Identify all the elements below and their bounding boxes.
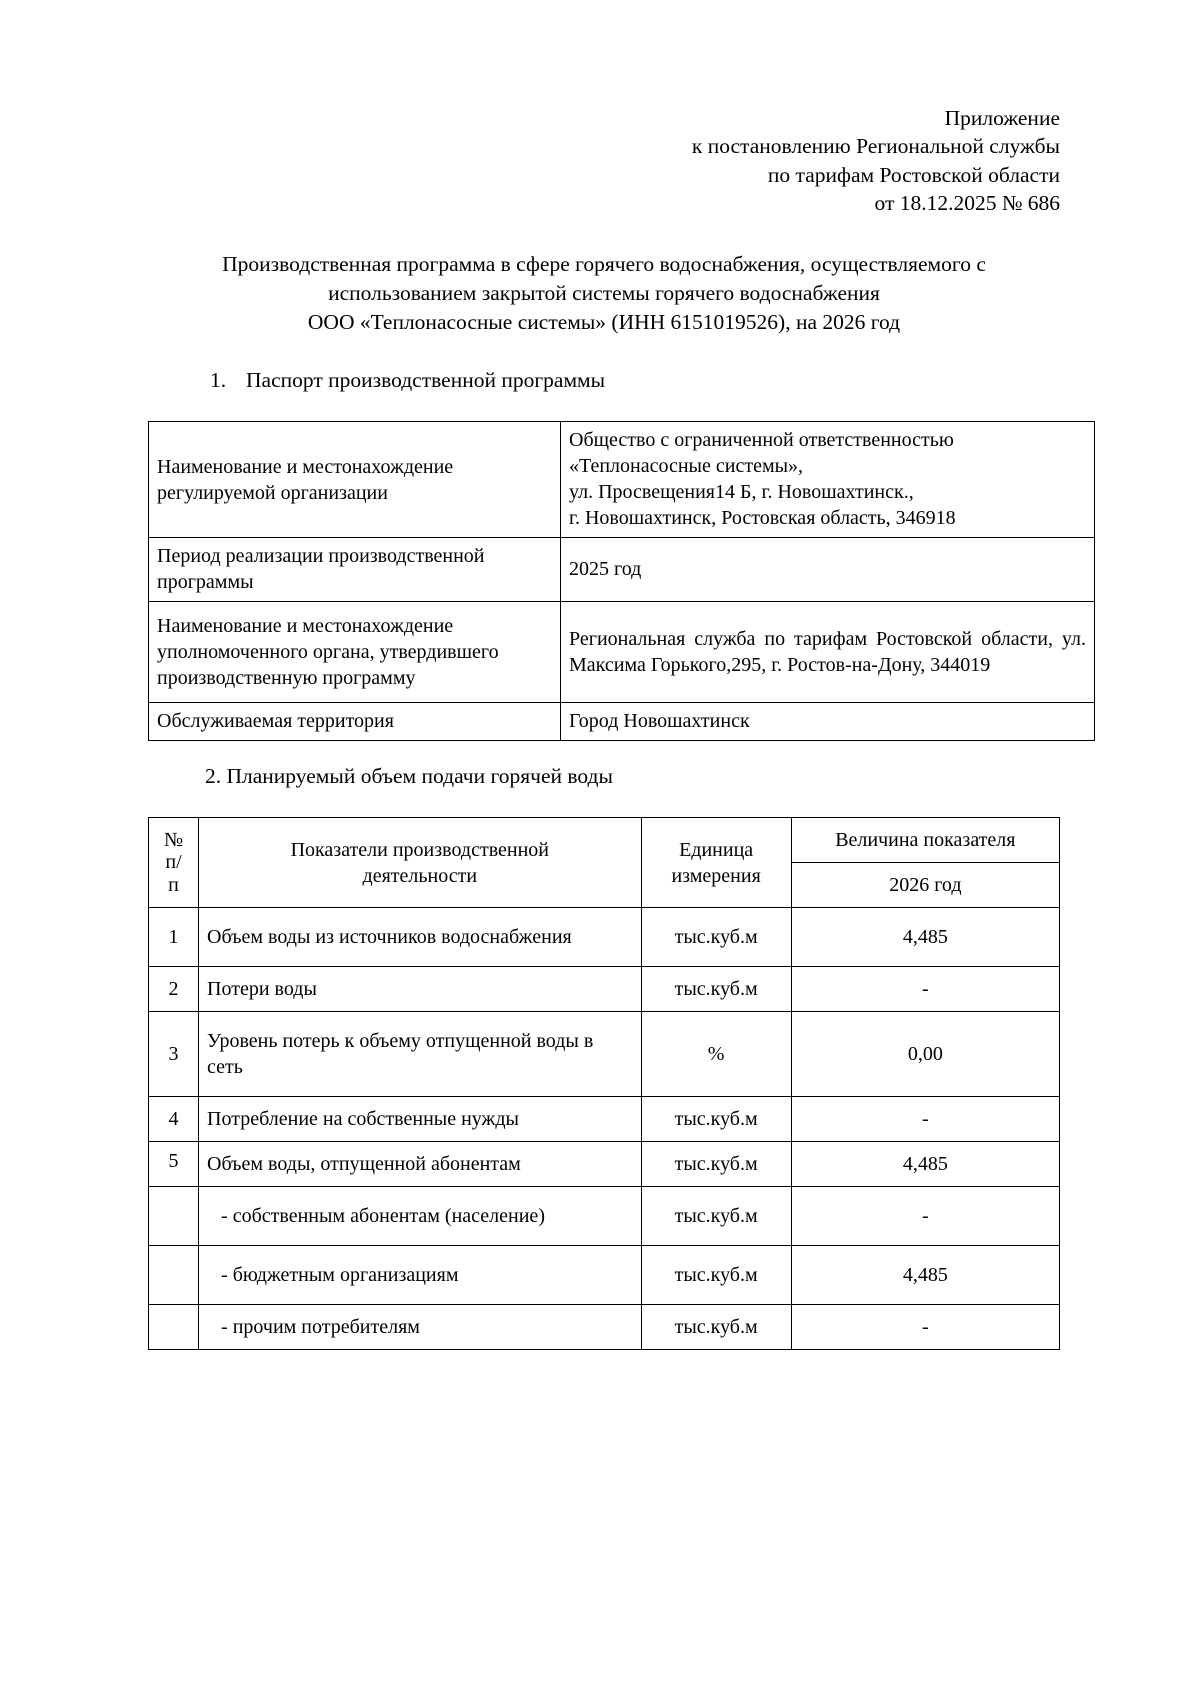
passport-label-authority: Наименование и местонахождение уполномоченного органа, утвердившего производственную программу (149, 602, 561, 703)
table-row (149, 1142, 1060, 1187)
section-1-heading (148, 367, 1060, 395)
row-unit: тыс.куб.м (641, 1187, 791, 1246)
row-number: 5 (149, 1142, 199, 1187)
row-unit: тыс.куб.м (641, 1246, 791, 1305)
passport-label-territory: Обслуживаемая территория (149, 703, 561, 741)
org-line-1: Общество с ограниченной ответственностью (569, 429, 954, 452)
passport-value-territory: Город Новошахтинск (561, 703, 1095, 741)
title-line-2: использованием закрытой системы горячего водоснабжения (328, 280, 880, 305)
passport-table (148, 421, 1095, 741)
row-unit: тыс.куб.м (641, 1097, 791, 1142)
table-row (149, 422, 1095, 538)
passport-label-period: Период реализации производственной программы (149, 538, 561, 602)
row-value: - (791, 967, 1059, 1012)
header-num-line-2: п/ (165, 851, 182, 874)
row-value: 0,00 (791, 1012, 1059, 1097)
header-line-appendix: Приложение (944, 106, 1060, 130)
row-number: 1 (149, 908, 199, 967)
document-content (148, 0, 1086, 1350)
header-unit (641, 818, 791, 908)
row-number: 2 (149, 967, 199, 1012)
page-title (148, 250, 1060, 338)
row-unit: тыс.куб.м (641, 1305, 791, 1350)
row-value: 4,485 (791, 908, 1059, 967)
row-value: 4,485 (791, 1246, 1059, 1305)
row-indicator: Потребление на собственные нужды (199, 1097, 641, 1142)
row-indicator: - собственным абонентам (население) (199, 1187, 641, 1246)
table-row (149, 602, 1095, 703)
header-num-line-3: п (168, 873, 179, 896)
header-indicator-line-2: деятельности (362, 864, 478, 887)
row-indicator: Объем воды, отпущенной абонентам (199, 1142, 641, 1187)
row-indicator: Объем воды из источников водоснабжения (199, 908, 641, 967)
row-indicator: - бюджетным организациям (199, 1246, 641, 1305)
header-num-line-1: № (163, 828, 184, 851)
row-unit: тыс.куб.м (641, 908, 791, 967)
header-line-authority: по тарифам Ростовской области (767, 162, 1060, 187)
table-row (149, 703, 1095, 741)
document-header (148, 104, 1060, 218)
header-row-number (149, 818, 199, 908)
section-2-heading: 2. Планируемый объем подачи горячей воды (205, 764, 613, 789)
section-1-number: 1. (210, 368, 227, 393)
volume-table (148, 817, 1060, 1350)
row-value: - (791, 1305, 1059, 1350)
row-indicator: Уровень потерь к объему отпущенной воды в сеть (199, 1012, 641, 1097)
org-line-2: «Теплонасосные системы», (569, 455, 804, 478)
passport-value-period: 2025 год (561, 538, 1095, 602)
header-line-resolution: к постановлению Региональной службы (691, 134, 1060, 159)
table-header-row (149, 818, 1060, 863)
passport-label-organization: Наименование и местонахождение регулируемой организации (149, 422, 561, 538)
table-row (149, 908, 1060, 967)
row-value: - (791, 1097, 1059, 1142)
header-unit-line-2: измерения (671, 864, 761, 887)
header-value-year: 2026 год (791, 863, 1059, 908)
row-number: 3 (149, 1012, 199, 1097)
header-unit-line-1: Единица (679, 838, 754, 861)
header-indicator (199, 818, 641, 908)
row-number: 4 (149, 1097, 199, 1142)
row-number (149, 1187, 199, 1246)
row-indicator: - прочим потребителям (199, 1305, 641, 1350)
row-unit: тыс.куб.м (641, 967, 791, 1012)
row-number (149, 1305, 199, 1350)
row-number (149, 1246, 199, 1305)
row-value: - (791, 1187, 1059, 1246)
row-unit: % (641, 1012, 791, 1097)
table-row (149, 1097, 1060, 1142)
table-row (149, 1012, 1060, 1097)
title-line-3: ООО «Теплонасосные системы» (ИНН 6151019526), на 2026 год (307, 309, 901, 334)
header-line-date-number: от 18.12.2025 № 686 (874, 191, 1060, 216)
row-indicator: Потери воды (199, 967, 641, 1012)
row-unit: тыс.куб.м (641, 1142, 791, 1187)
title-line-1: Производственная программа в сфере горячего водоснабжения, осуществляемого с (222, 251, 986, 276)
passport-value-authority: Региональная служба по тарифам Ростовской области, ул. Максима Горького,295, г. Ростов-на-Дону, 344019 (561, 602, 1095, 703)
table-row (149, 967, 1060, 1012)
org-line-4: г. Новошахтинск, Ростовская область, 346918 (569, 507, 956, 530)
table-row (149, 1305, 1060, 1350)
org-line-3: ул. Просвещения14 Б, г. Новошахтинск., (569, 481, 914, 504)
header-value-group: Величина показателя (791, 818, 1059, 863)
table-row (149, 538, 1095, 602)
header-indicator-line-1: Показатели производственной (290, 838, 549, 861)
section-1-label: Паспорт производственной программы (246, 368, 606, 393)
table-row (149, 1187, 1060, 1246)
passport-value-organization (561, 422, 1095, 538)
table-row (149, 1246, 1060, 1305)
row-value: 4,485 (791, 1142, 1059, 1187)
